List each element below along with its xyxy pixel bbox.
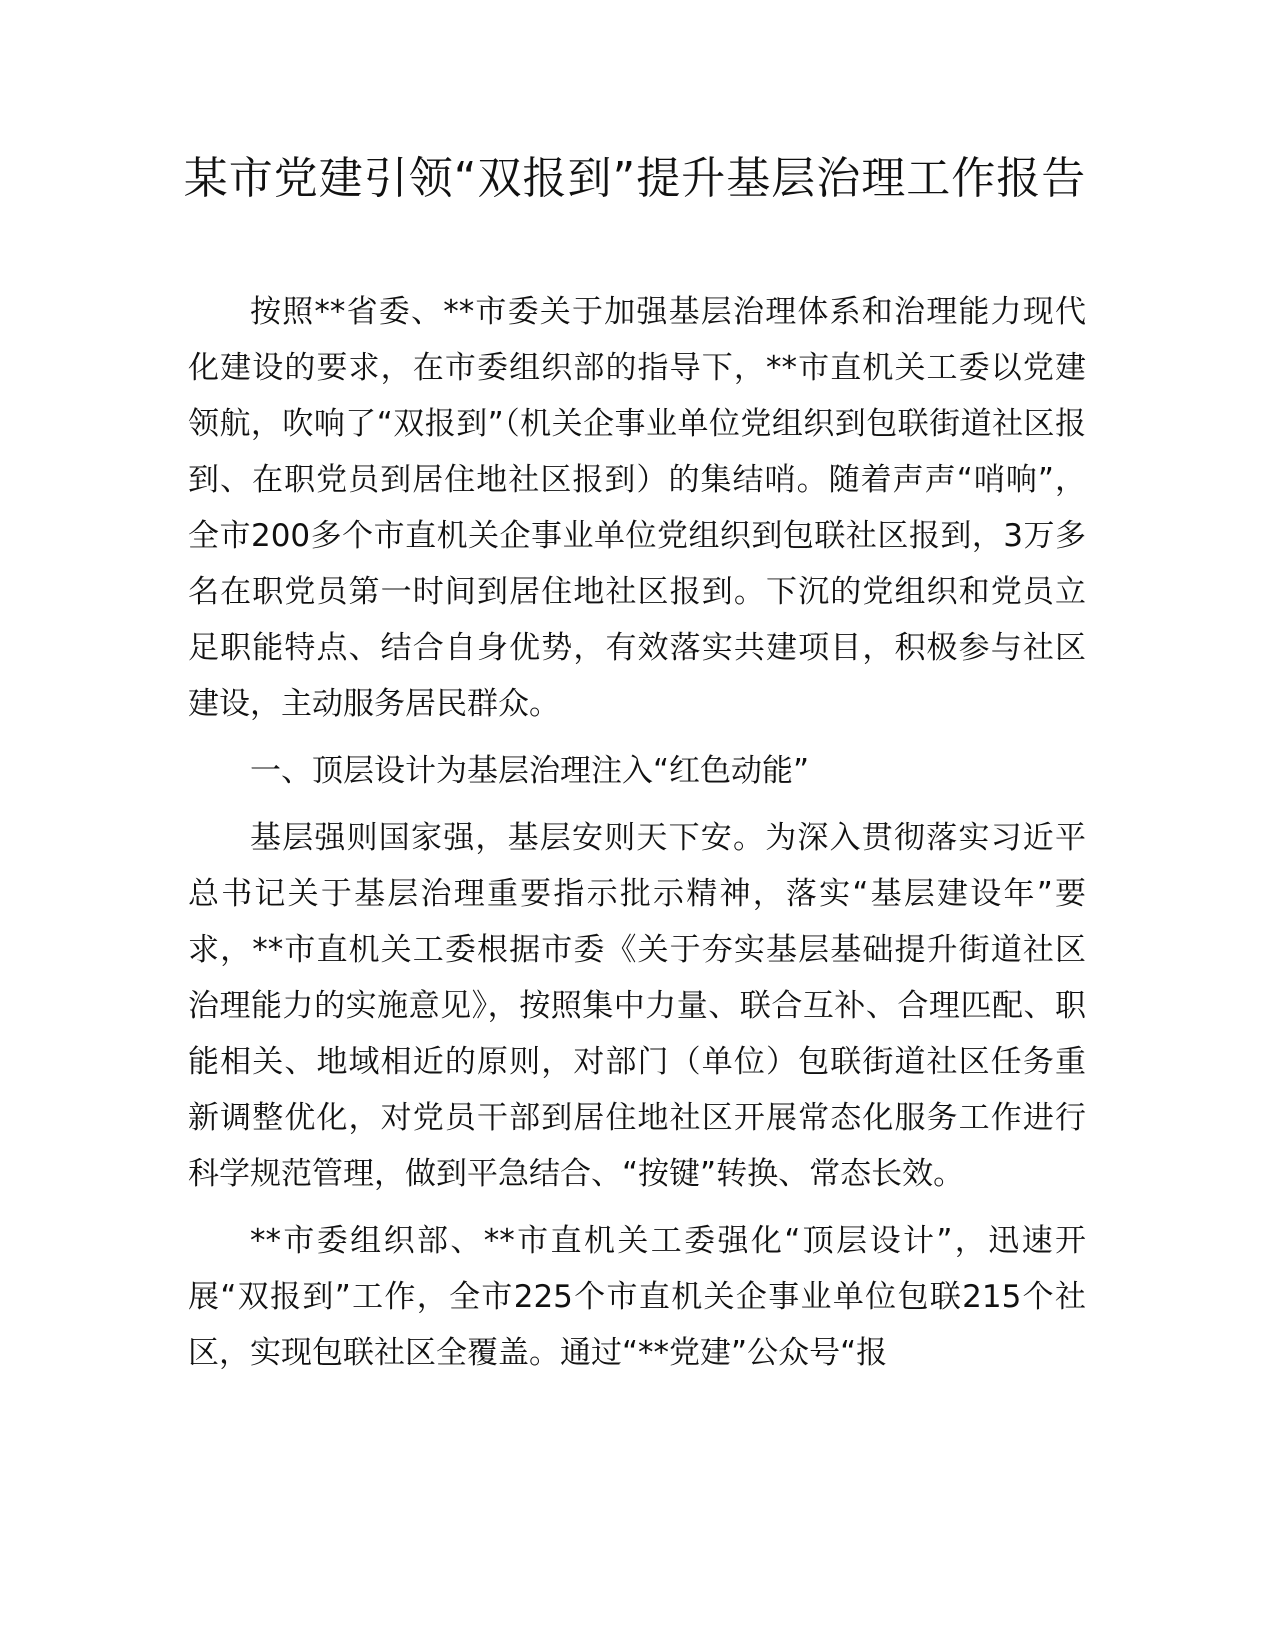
paragraph-intro: 按照**省委、**市委关于加强基层治理体系和治理能力现代化建设的要求，在市委组织部的指导下，**市直机关工委以党建领航，吹响了“双报到”（机关企事业单位党组织到包联街道社区报到、在职党员到居住地社区报到）的集结哨。随着声声“哨响”，全市200多个市直机关企事业单位党组织到包联社区报到，3万多名在职党员第一时间到居住地社区报到。下沉的党组织和党员立足职能特点、结合自身优势，有效落实共建项目，积极参与社区建设，主动服务居民群众。	[188, 294, 1086, 722]
document-body	[188, 284, 1086, 1381]
paragraph-section-1-continued: **市委组织部、**市直机关工委强化“顶层设计”，迅速开展“双报到”工作，全市225个市直机关企事业单位包联215个社区，实现包联社区全覆盖。通过“**党建”公众号“报	[188, 1223, 1086, 1371]
document-title: 某市党建引领“双报到”提升基层治理工作报告	[183, 153, 1087, 204]
section-heading-1: 一、顶层设计为基层治理注入“红色动能”	[250, 753, 810, 789]
paragraph-section-1: 基层强则国家强，基层安则天下安。为深入贯彻落实习近平总书记关于基层治理重要指示批示精神，落实“基层建设年”要求，**市直机关工委根据市委《关于夯实基层基础提升街道社区治理能力的实施意见》，按照集中力量、联合互补、合理匹配、职能相关、地域相近的原则，对部门（单位）包联街道社区任务重新调整优化，对党员干部到居住地社区开展常态化服务工作进行科学规范管理，做到平急结合、“按键”转换、常态长效。	[188, 820, 1086, 1192]
